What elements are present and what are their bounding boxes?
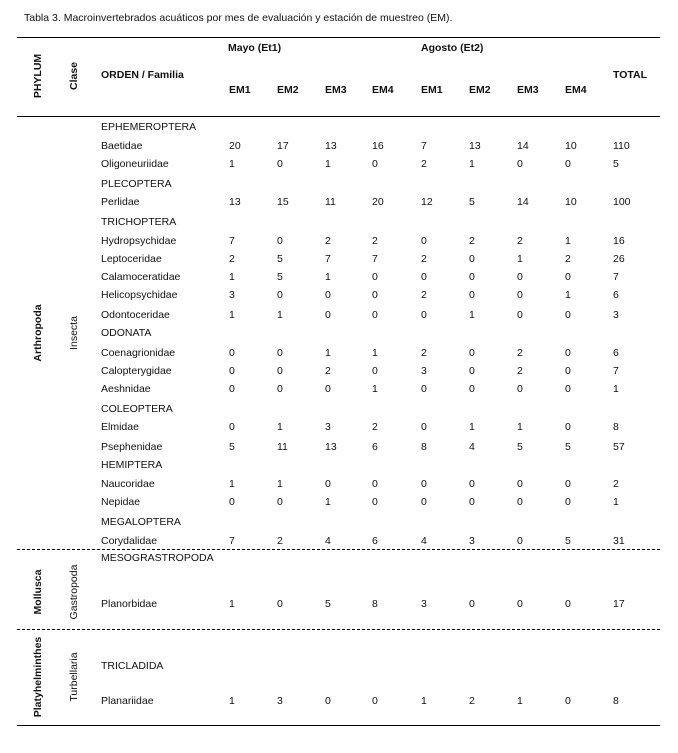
header-bottom-rule xyxy=(17,116,660,117)
count-cell: 0 xyxy=(372,289,378,301)
family-name: Perlidae xyxy=(101,196,140,208)
count-cell: 0 xyxy=(517,478,523,490)
count-cell: 11 xyxy=(277,441,288,453)
count-cell: 2 xyxy=(421,347,427,359)
clase-header: Clase xyxy=(68,61,80,91)
count-cell: 0 xyxy=(565,347,571,359)
total-cell: 17 xyxy=(613,598,625,610)
count-cell: 5 xyxy=(565,535,571,547)
count-cell: 0 xyxy=(372,695,378,707)
count-cell: 0 xyxy=(469,478,475,490)
count-cell: 0 xyxy=(325,383,331,395)
count-cell: 3 xyxy=(469,535,475,547)
count-cell: 0 xyxy=(372,271,378,283)
count-cell: 1 xyxy=(517,695,523,707)
count-cell: 0 xyxy=(325,289,331,301)
count-cell: 8 xyxy=(421,441,427,453)
total-cell: 1 xyxy=(613,383,619,395)
order-name: COLEOPTERA xyxy=(101,403,173,415)
total-cell: 100 xyxy=(613,196,631,208)
count-cell: 1 xyxy=(517,253,523,265)
count-cell: 0 xyxy=(565,383,571,395)
count-cell: 0 xyxy=(469,347,475,359)
count-cell: 7 xyxy=(372,253,378,265)
count-cell: 0 xyxy=(469,253,475,265)
month-agosto-header: Agosto (Et2) xyxy=(421,42,484,54)
station-header: EM3 xyxy=(325,84,347,96)
count-cell: 0 xyxy=(325,309,331,321)
count-cell: 1 xyxy=(325,271,331,283)
mollusca-separator xyxy=(17,629,660,630)
count-cell: 5 xyxy=(277,253,283,265)
count-cell: 1 xyxy=(277,478,283,490)
count-cell: 0 xyxy=(469,383,475,395)
family-name: Leptoceridae xyxy=(101,253,162,265)
family-name: Calopterygidae xyxy=(101,365,172,377)
count-cell: 0 xyxy=(469,496,475,508)
count-cell: 0 xyxy=(277,496,283,508)
order-name: MEGALOPTERA xyxy=(101,516,181,528)
count-cell: 0 xyxy=(565,421,571,433)
count-cell: 1 xyxy=(229,271,235,283)
count-cell: 0 xyxy=(565,309,571,321)
count-cell: 2 xyxy=(517,235,523,247)
count-cell: 5 xyxy=(229,441,235,453)
count-cell: 0 xyxy=(517,496,523,508)
count-cell: 0 xyxy=(421,271,427,283)
count-cell: 2 xyxy=(517,365,523,377)
count-cell: 6 xyxy=(372,441,378,453)
total-cell: 110 xyxy=(613,140,630,152)
count-cell: 8 xyxy=(372,598,378,610)
total-header: TOTAL xyxy=(613,69,648,81)
count-cell: 1 xyxy=(517,421,523,433)
count-cell: 1 xyxy=(277,309,283,321)
count-cell: 0 xyxy=(421,496,427,508)
count-cell: 2 xyxy=(277,535,283,547)
count-cell: 4 xyxy=(421,535,427,547)
family-name: Naucoridae xyxy=(101,478,155,490)
family-name: Hydropsychidae xyxy=(101,235,177,247)
count-cell: 0 xyxy=(517,383,523,395)
count-cell: 1 xyxy=(229,695,235,707)
family-name: Aeshnidae xyxy=(101,383,151,395)
order-name: ODONATA xyxy=(101,327,152,339)
count-cell: 0 xyxy=(517,289,523,301)
count-cell: 0 xyxy=(565,598,571,610)
count-cell: 5 xyxy=(277,271,283,283)
count-cell: 3 xyxy=(421,598,427,610)
count-cell: 5 xyxy=(565,441,571,453)
count-cell: 2 xyxy=(421,253,427,265)
count-cell: 0 xyxy=(372,365,378,377)
count-cell: 0 xyxy=(421,235,427,247)
count-cell: 7 xyxy=(229,235,235,247)
count-cell: 12 xyxy=(421,196,433,208)
total-cell: 8 xyxy=(613,421,619,433)
order-name: EPHEMEROPTERA xyxy=(101,121,197,133)
count-cell: 2 xyxy=(325,235,331,247)
count-cell: 1 xyxy=(229,598,235,610)
family-name: Nepidae xyxy=(101,496,141,508)
total-cell: 1 xyxy=(613,496,619,508)
count-cell: 1 xyxy=(372,347,378,359)
count-cell: 2 xyxy=(325,365,331,377)
total-cell: 31 xyxy=(613,535,625,547)
family-name: Oligoneuriidae xyxy=(101,158,169,170)
total-cell: 3 xyxy=(613,309,619,321)
count-cell: 2 xyxy=(229,253,235,265)
phylum-header: PHYLUM xyxy=(32,53,44,99)
count-cell: 0 xyxy=(229,383,235,395)
count-cell: 20 xyxy=(372,196,384,208)
count-cell: 0 xyxy=(229,347,235,359)
count-cell: 4 xyxy=(325,535,331,547)
count-cell: 13 xyxy=(469,140,481,152)
count-cell: 1 xyxy=(229,158,235,170)
arthropoda-separator xyxy=(17,549,660,550)
count-cell: 0 xyxy=(277,235,283,247)
count-cell: 0 xyxy=(421,383,427,395)
count-cell: 0 xyxy=(565,496,571,508)
count-cell: 1 xyxy=(565,289,571,301)
count-cell: 0 xyxy=(277,289,283,301)
count-cell: 0 xyxy=(469,271,475,283)
count-cell: 0 xyxy=(565,695,571,707)
count-cell: 3 xyxy=(277,695,283,707)
total-cell: 8 xyxy=(613,695,619,707)
total-cell: 7 xyxy=(613,365,619,377)
count-cell: 0 xyxy=(229,421,235,433)
count-cell: 7 xyxy=(421,140,427,152)
count-cell: 3 xyxy=(325,421,331,433)
count-cell: 2 xyxy=(565,253,571,265)
total-cell: 26 xyxy=(613,253,625,265)
count-cell: 0 xyxy=(372,309,378,321)
table-caption: Tabla 3. Macroinvertebrados acuáticos por mes de evaluación y estación de muestreo (EM). xyxy=(24,12,453,24)
count-cell: 4 xyxy=(469,441,475,453)
count-cell: 2 xyxy=(421,289,427,301)
station-header: EM2 xyxy=(277,84,299,96)
count-cell: 7 xyxy=(325,253,331,265)
count-cell: 13 xyxy=(325,441,337,453)
count-cell: 2 xyxy=(372,235,378,247)
phylum-name: Mollusca xyxy=(32,569,44,615)
clase-name: Turbellaria xyxy=(68,652,80,702)
clase-name: Gastropoda xyxy=(68,564,80,620)
total-cell: 5 xyxy=(613,158,619,170)
count-cell: 5 xyxy=(325,598,331,610)
family-name: Odontoceridae xyxy=(101,309,170,321)
month-mayo-header: Mayo (Et1) xyxy=(228,42,282,54)
count-cell: 2 xyxy=(421,158,427,170)
count-cell: 0 xyxy=(517,309,523,321)
total-cell: 7 xyxy=(613,271,619,283)
order-name: PLECOPTERA xyxy=(101,178,172,190)
count-cell: 0 xyxy=(325,695,331,707)
count-cell: 0 xyxy=(277,598,283,610)
family-name: Planariidae xyxy=(101,695,154,707)
table-top-rule xyxy=(17,37,660,38)
count-cell: 3 xyxy=(421,365,427,377)
count-cell: 0 xyxy=(517,535,523,547)
count-cell: 0 xyxy=(469,598,475,610)
station-header: EM1 xyxy=(229,84,251,96)
order-name: TRICLADIDA xyxy=(101,660,164,672)
clase-name: Insecta xyxy=(68,316,80,350)
count-cell: 0 xyxy=(469,289,475,301)
count-cell: 0 xyxy=(517,598,523,610)
orden-header: ORDEN / Familia xyxy=(101,69,184,81)
count-cell: 2 xyxy=(469,695,475,707)
count-cell: 13 xyxy=(325,140,337,152)
count-cell: 3 xyxy=(229,289,235,301)
phylum-name: Platyhelminthes xyxy=(32,636,44,718)
station-header: EM3 xyxy=(517,84,539,96)
count-cell: 0 xyxy=(565,478,571,490)
count-cell: 0 xyxy=(421,478,427,490)
count-cell: 2 xyxy=(372,421,378,433)
phylum-name: Arthropoda xyxy=(32,304,44,362)
count-cell: 2 xyxy=(517,347,523,359)
family-name: Planorbidae xyxy=(101,598,158,610)
count-cell: 7 xyxy=(229,535,235,547)
total-cell: 6 xyxy=(613,289,619,301)
family-name: Baetidae xyxy=(101,140,143,152)
total-cell: 57 xyxy=(613,441,625,453)
station-header: EM2 xyxy=(469,84,491,96)
count-cell: 1 xyxy=(565,235,571,247)
count-cell: 0 xyxy=(565,158,571,170)
count-cell: 1 xyxy=(469,309,475,321)
count-cell: 1 xyxy=(277,421,283,433)
count-cell: 0 xyxy=(277,347,283,359)
count-cell: 1 xyxy=(229,478,235,490)
count-cell: 11 xyxy=(325,196,336,208)
count-cell: 0 xyxy=(277,383,283,395)
count-cell: 1 xyxy=(325,496,331,508)
order-name: MESOGRASTROPODA xyxy=(101,552,214,564)
count-cell: 0 xyxy=(229,496,235,508)
count-cell: 10 xyxy=(565,196,577,208)
total-cell: 16 xyxy=(613,235,625,247)
count-cell: 16 xyxy=(372,140,384,152)
count-cell: 6 xyxy=(372,535,378,547)
count-cell: 0 xyxy=(469,365,475,377)
count-cell: 0 xyxy=(421,421,427,433)
count-cell: 1 xyxy=(372,383,378,395)
total-cell: 2 xyxy=(613,478,619,490)
table-bottom-rule xyxy=(17,725,660,726)
count-cell: 1 xyxy=(325,347,331,359)
family-name: Calamoceratidae xyxy=(101,271,181,283)
family-name: Helicopsychidae xyxy=(101,289,178,301)
count-cell: 0 xyxy=(372,478,378,490)
family-name: Elmidae xyxy=(101,421,139,433)
count-cell: 5 xyxy=(517,441,523,453)
count-cell: 0 xyxy=(517,158,523,170)
count-cell: 10 xyxy=(565,140,577,152)
count-cell: 5 xyxy=(469,196,475,208)
count-cell: 1 xyxy=(421,695,427,707)
count-cell: 17 xyxy=(277,140,289,152)
count-cell: 0 xyxy=(421,309,427,321)
family-name: Psephenidae xyxy=(101,441,163,453)
count-cell: 0 xyxy=(565,365,571,377)
count-cell: 1 xyxy=(229,309,235,321)
family-name: Corydalidae xyxy=(101,535,158,547)
count-cell: 0 xyxy=(372,496,378,508)
count-cell: 0 xyxy=(325,478,331,490)
station-header: EM4 xyxy=(372,84,394,96)
count-cell: 1 xyxy=(469,158,475,170)
family-name: Coenagrionidae xyxy=(101,347,176,359)
total-cell: 6 xyxy=(613,347,619,359)
count-cell: 0 xyxy=(277,158,283,170)
count-cell: 1 xyxy=(469,421,475,433)
station-header: EM4 xyxy=(565,84,587,96)
count-cell: 15 xyxy=(277,196,289,208)
count-cell: 0 xyxy=(517,271,523,283)
count-cell: 2 xyxy=(469,235,475,247)
count-cell: 14 xyxy=(517,140,529,152)
station-header: EM1 xyxy=(421,84,443,96)
order-name: TRICHOPTERA xyxy=(101,216,177,228)
count-cell: 0 xyxy=(277,365,283,377)
count-cell: 0 xyxy=(372,158,378,170)
count-cell: 13 xyxy=(229,196,241,208)
count-cell: 14 xyxy=(517,196,529,208)
order-name: HEMIPTERA xyxy=(101,459,163,471)
count-cell: 0 xyxy=(229,365,235,377)
count-cell: 0 xyxy=(565,271,571,283)
count-cell: 1 xyxy=(325,158,331,170)
count-cell: 20 xyxy=(229,140,241,152)
